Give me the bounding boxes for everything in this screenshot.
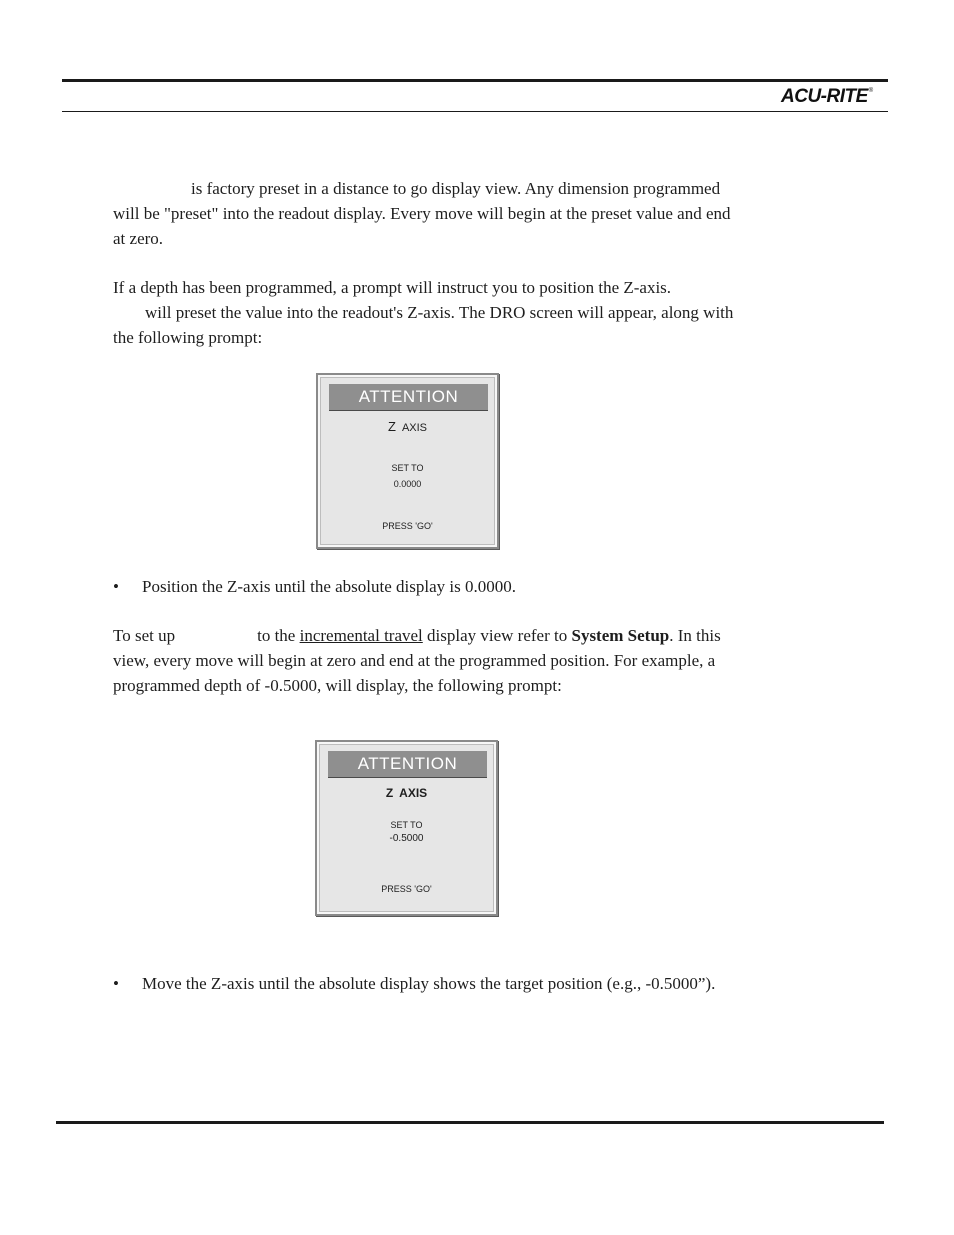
system-setup-reference: System Setup [571, 626, 670, 645]
bullet-dot: • [113, 577, 119, 596]
bullet-position-zero [113, 574, 873, 599]
p3-line2: view, every move will begin at zero and end at the programmed position. For example, a [113, 651, 716, 670]
set-to-value: 0.0000 [393, 479, 422, 489]
header-rule-bottom [62, 111, 888, 112]
p2-line2: will preset the value into the readout's Z-axis. The DRO screen will appear, along with [145, 303, 734, 322]
paragraph-incremental: To set up to the incremental travel display view refer to System Setup. In this view, every move will begin at zero and end at the programmed position. For example, a programmed depth of -0.5000, will display, the following prompt: [113, 626, 721, 695]
p3-line3: programmed depth of -0.5000, will display, the following prompt: [113, 676, 562, 695]
p1-line3: at zero. [113, 229, 164, 248]
attention-title: ATTENTION [329, 384, 488, 411]
bullet-dot: • [113, 974, 119, 993]
axis-label: Z AXIS [387, 419, 428, 434]
bullet-text: Position the Z-axis until the absolute display is 0.0000. [142, 577, 516, 596]
set-to-value: -0.5000 [389, 833, 424, 844]
p1-line1: is factory preset in a distance to go display view. Any dimension programmed [191, 179, 721, 198]
acu-rite-logo: ACU-RITE® [781, 86, 873, 107]
set-to-label: SET TO [390, 820, 423, 830]
press-go-label: PRESS 'GO' [381, 884, 432, 894]
p2-line1: If a depth has been programmed, a prompt will instruct you to position the Z-axis. [113, 278, 672, 297]
p2-line3: the following prompt: [113, 328, 263, 347]
attention-title: ATTENTION [328, 751, 487, 778]
bullet-text: Move the Z-axis until the absolute display shows the target position (e.g., -0.5000”). [142, 974, 716, 993]
incremental-travel-term: incremental travel [299, 626, 423, 645]
paragraph-preset-view [113, 176, 813, 251]
attention-prompt-negative [315, 740, 498, 916]
header-rule-top [62, 79, 888, 82]
attention-prompt-zero [316, 373, 499, 549]
paragraph-depth-prompt [113, 275, 813, 350]
footer-rule [56, 1121, 884, 1124]
p1-line2: will be "preset" into the readout display. Every move will begin at the preset value and end [113, 204, 731, 223]
set-to-label: SET TO [391, 463, 424, 473]
axis-label: Z AXIS [385, 786, 428, 800]
bullet-move-target [113, 971, 873, 996]
press-go-label: PRESS 'GO' [382, 521, 433, 531]
